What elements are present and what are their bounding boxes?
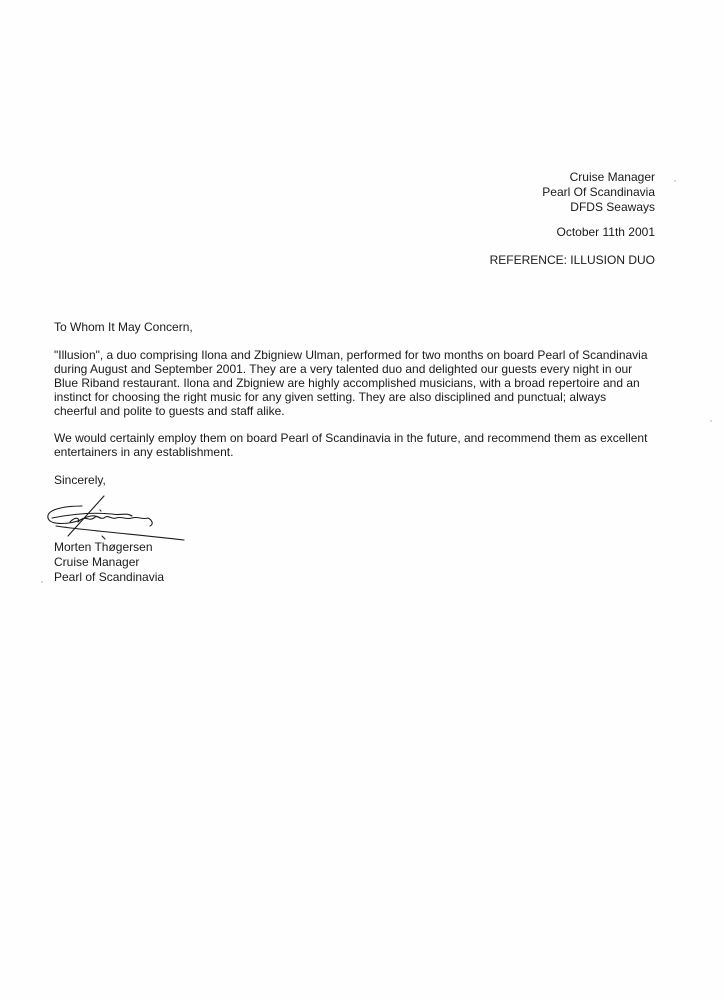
scan-speck [674,180,676,182]
sender-ship: Pearl Of Scandinavia [542,185,655,199]
sender-company: DFDS Seaways [570,200,655,214]
paragraph-line: during August and September 2001. They are a very talented duo and delighted our guests every night in our [54,362,633,376]
signer-title: Cruise Manager [54,555,140,569]
salutation: To Whom It May Concern, [54,320,193,334]
letter-reference: REFERENCE: ILLUSION DUO [489,253,655,267]
scan-speck [710,420,712,422]
signer-name: Morten Thøgersen [54,540,153,554]
paragraph-line: instinct for choosing the right music for any given setting. They are also disciplined and punctual; always [54,390,607,404]
paragraph-line: We would certainly employ them on board Pearl of Scandinavia in the future, and recommend them as excellent [54,431,648,445]
signer-block [54,540,164,585]
scan-speck [41,581,43,583]
paragraph-line: cheerful and polite to guests and staff alike. [54,404,285,418]
body-paragraph-1 [54,348,648,418]
closing: Sincerely, [54,473,106,487]
sender-title: Cruise Manager [569,170,655,184]
handwritten-signature [42,492,192,546]
signer-ship: Pearl of Scandinavia [54,570,165,584]
paragraph-line: Blue Riband restaurant. Ilona and Zbigniew are highly accomplished musicians, with a broad repertoire and an [54,376,640,390]
paragraph-line: entertainers in any establishment. [54,445,234,459]
letter-date: October 11th 2001 [556,225,655,239]
body-paragraph-2 [54,431,647,459]
paragraph-line: "Illusion", a duo comprising Ilona and Zbigniew Ulman, performed for two months on board Pearl of Scandinavia [54,348,648,362]
sender-address-block [542,170,655,215]
